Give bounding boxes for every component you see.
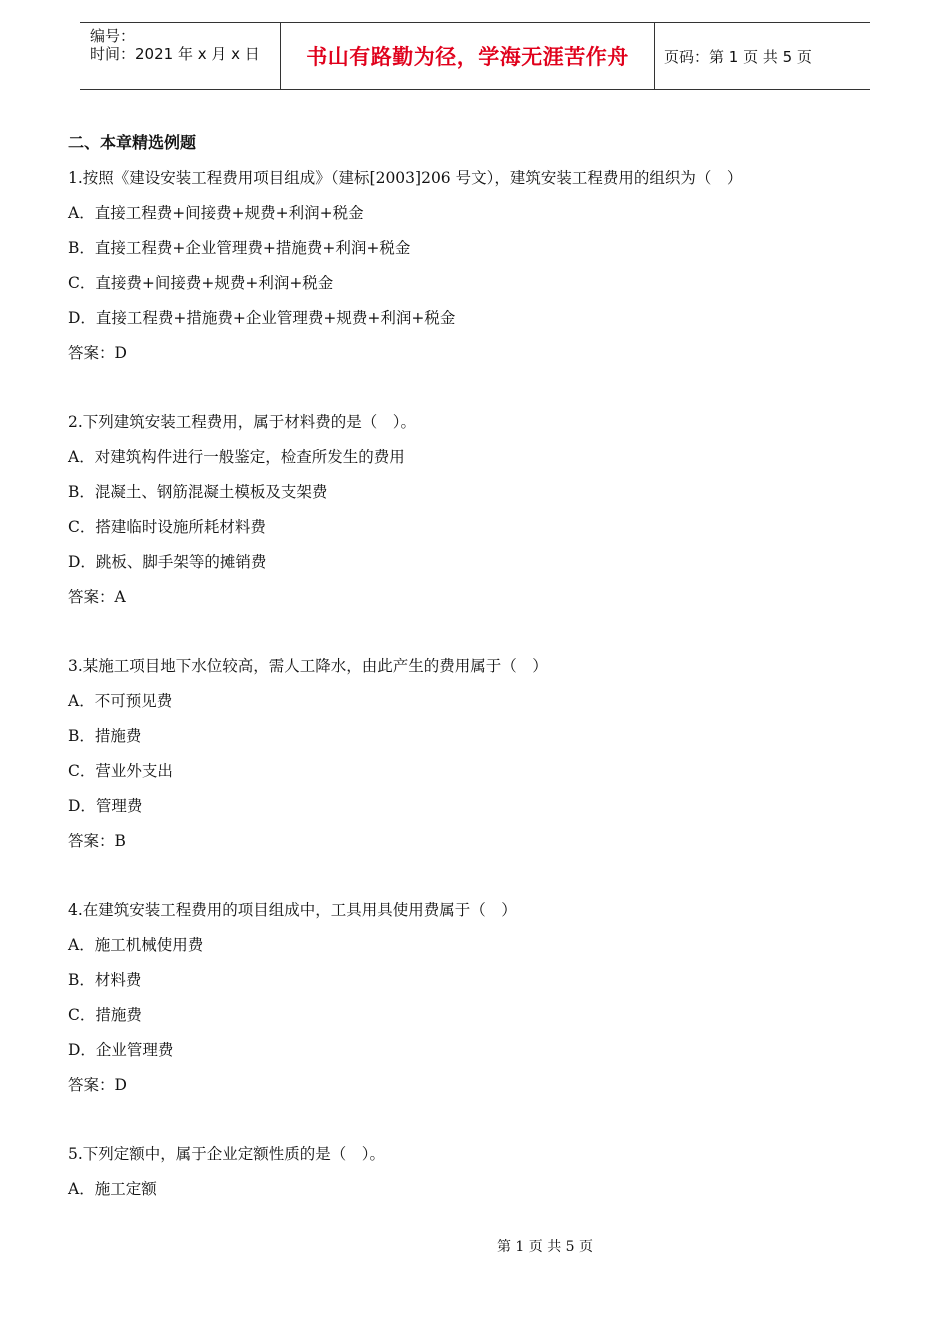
option-c: C．措施费 bbox=[68, 1006, 142, 1024]
page-footer: 第 1 页 共 5 页 bbox=[496, 1239, 594, 1255]
option-a: A．对建筑构件进行一般鉴定，检查所发生的费用 bbox=[68, 448, 405, 466]
option-b: B．直接工程费+企业管理费+措施费+利润+税金 bbox=[68, 239, 411, 257]
section-title: 二、本章精选例题 bbox=[68, 133, 197, 152]
question-2 bbox=[68, 407, 868, 617]
question-stem: 1.按照《建设安装工程费用项目组成》（建标[2003]206 号文），建筑安装工程费用的组织为（ ） bbox=[68, 169, 743, 187]
question-1 bbox=[68, 163, 868, 373]
header-meta bbox=[80, 23, 281, 89]
question-3 bbox=[68, 651, 868, 861]
question-stem: 2.下列建筑安装工程费用，属于材料费的是（ ）。 bbox=[68, 413, 417, 431]
question-4 bbox=[68, 895, 868, 1105]
answer: 答案：D bbox=[68, 344, 127, 362]
answer: 答案：D bbox=[68, 1076, 127, 1094]
option-b: B．混凝土、钢筋混凝土模板及支架费 bbox=[68, 483, 328, 501]
header-page-number: 页码：第 1 页 共 5 页 bbox=[664, 47, 812, 66]
option-d: D．跳板、脚手架等的摊销费 bbox=[68, 553, 267, 571]
option-b: B．措施费 bbox=[68, 727, 142, 745]
question-stem: 4.在建筑安装工程费用的项目组成中，工具用具使用费属于（ ） bbox=[68, 901, 517, 919]
option-a: A．不可预见费 bbox=[68, 692, 173, 710]
option-a: A．直接工程费+间接费+规费+利润+税金 bbox=[68, 204, 364, 222]
header-motto: 书山有路勤为径，学海无涯苦作舟 bbox=[281, 23, 655, 89]
option-c: C．直接费+间接费+规费+利润+税金 bbox=[68, 274, 334, 292]
option-c: C．营业外支出 bbox=[68, 762, 173, 780]
document-date-label: 时间：2021 年 x 月 x 日 bbox=[90, 45, 260, 63]
option-b: B．材料费 bbox=[68, 971, 142, 989]
option-d: D．直接工程费+措施费+企业管理费+规费+利润+税金 bbox=[68, 309, 456, 327]
option-a: A．施工定额 bbox=[68, 1180, 157, 1198]
page-header bbox=[80, 22, 870, 90]
question-stem: 3.某施工项目地下水位较高，需人工降水，由此产生的费用属于（ ） bbox=[68, 657, 548, 675]
option-a: A．施工机械使用费 bbox=[68, 936, 204, 954]
option-d: D．企业管理费 bbox=[68, 1041, 174, 1059]
option-d: D．管理费 bbox=[68, 797, 143, 815]
document-number-label: 编号： bbox=[90, 27, 136, 45]
question-stem: 5.下列定额中，属于企业定额性质的是（ ）。 bbox=[68, 1145, 386, 1163]
document-body bbox=[68, 128, 868, 1209]
answer: 答案：A bbox=[68, 588, 126, 606]
option-c: C．搭建临时设施所耗材料费 bbox=[68, 518, 266, 536]
question-5 bbox=[68, 1139, 868, 1209]
answer: 答案：B bbox=[68, 832, 126, 850]
